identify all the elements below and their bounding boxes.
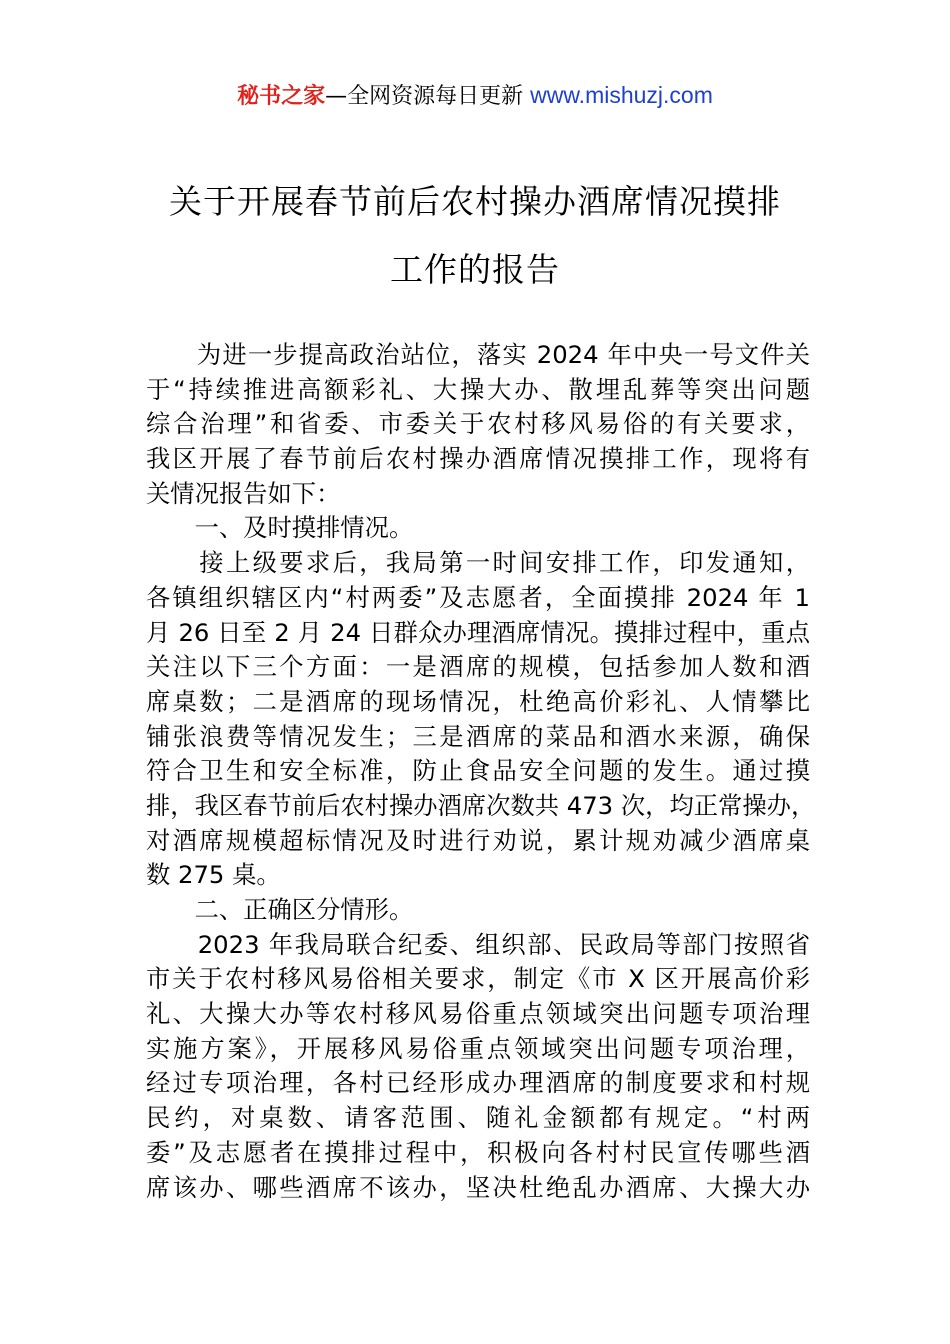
body-line: 礼、大操大办等农村移风易俗重点领域突出问题专项治理 — [146, 999, 810, 1029]
body-line: 于“持续推进高额彩礼、大操大办、散埋乱葬等突出问题 — [146, 374, 810, 404]
body-line: 经过专项治理，各村已经形成办理酒席的制度要求和村规 — [146, 1068, 810, 1098]
body-line: 为进一步提高政治站位，落实 2024 年中央一号文件关 — [146, 340, 810, 369]
body-line: 2023 年我局联合纪委、组织部、民政局等部门按照省 — [146, 929, 810, 959]
body-line: 综合治理”和省委、市委关于农村移风易俗的有关要求， — [146, 409, 810, 439]
document-title-line-1: 关于开展春节前后农村操办酒席情况摸排 — [169, 182, 781, 221]
body-line: 铺张浪费等情况发生；三是酒席的菜品和酒水来源，确保 — [146, 721, 810, 751]
body-line: 对酒席规模超标情况及时进行劝说，累计规劝减少酒席桌 — [146, 825, 810, 855]
document-body — [146, 338, 816, 1205]
body-line: 实施方案》，开展移风易俗重点领域突出问题专项治理， — [146, 1033, 810, 1063]
body-line: 月 26 日至 2 月 24 日群众办理酒席情况。摸排过程中，重点 — [146, 617, 810, 647]
body-line: 市关于农村移风易俗相关要求，制定《市 X 区开展高价彩 — [146, 964, 810, 994]
body-line: 数 275 桌。 — [146, 860, 281, 890]
body-line: 排，我区春节前后农村操办酒席次数共 473 次，均正常操办， — [146, 790, 816, 820]
body-line: 各镇组织辖区内“村两委”及志愿者，全面摸排 2024 年 1 — [146, 582, 810, 612]
body-line: 接上级要求后，我局第一时间安排工作，印发通知， — [146, 548, 810, 578]
brand-name: 秘书之家 — [237, 84, 326, 109]
body-line: 关情况报告如下： — [146, 478, 341, 508]
site-header — [0, 78, 950, 114]
document-title-line-2: 工作的报告 — [390, 250, 560, 289]
body-line: 关注以下三个方面：一是酒席的规模，包括参加人数和酒 — [146, 652, 810, 682]
body-line: 民约，对桌数、请客范围、随礼金额都有规定。“村两 — [146, 1103, 810, 1133]
site-url[interactable]: www.mishuzj.com — [530, 82, 713, 108]
section-heading-1: 一、及时摸排情况。 — [146, 513, 414, 543]
body-line: 我区开展了春节前后农村操办酒席情况摸排工作，现将有 — [146, 444, 810, 474]
header-tagline: —全网资源每日更新 — [325, 84, 531, 109]
body-line: 席该办、哪些酒席不该办，坚决杜绝乱办酒席、大操大办 — [146, 1172, 810, 1202]
body-line: 席桌数；二是酒席的现场情况，杜绝高价彩礼、人情攀比 — [146, 686, 810, 716]
body-line: 符合卫生和安全标准，防止食品安全问题的发生。通过摸 — [146, 756, 810, 786]
body-line: 委”及志愿者在摸排过程中，积极向各村村民宣传哪些酒 — [146, 1137, 810, 1167]
section-heading-2: 二、正确区分情形。 — [146, 895, 414, 924]
